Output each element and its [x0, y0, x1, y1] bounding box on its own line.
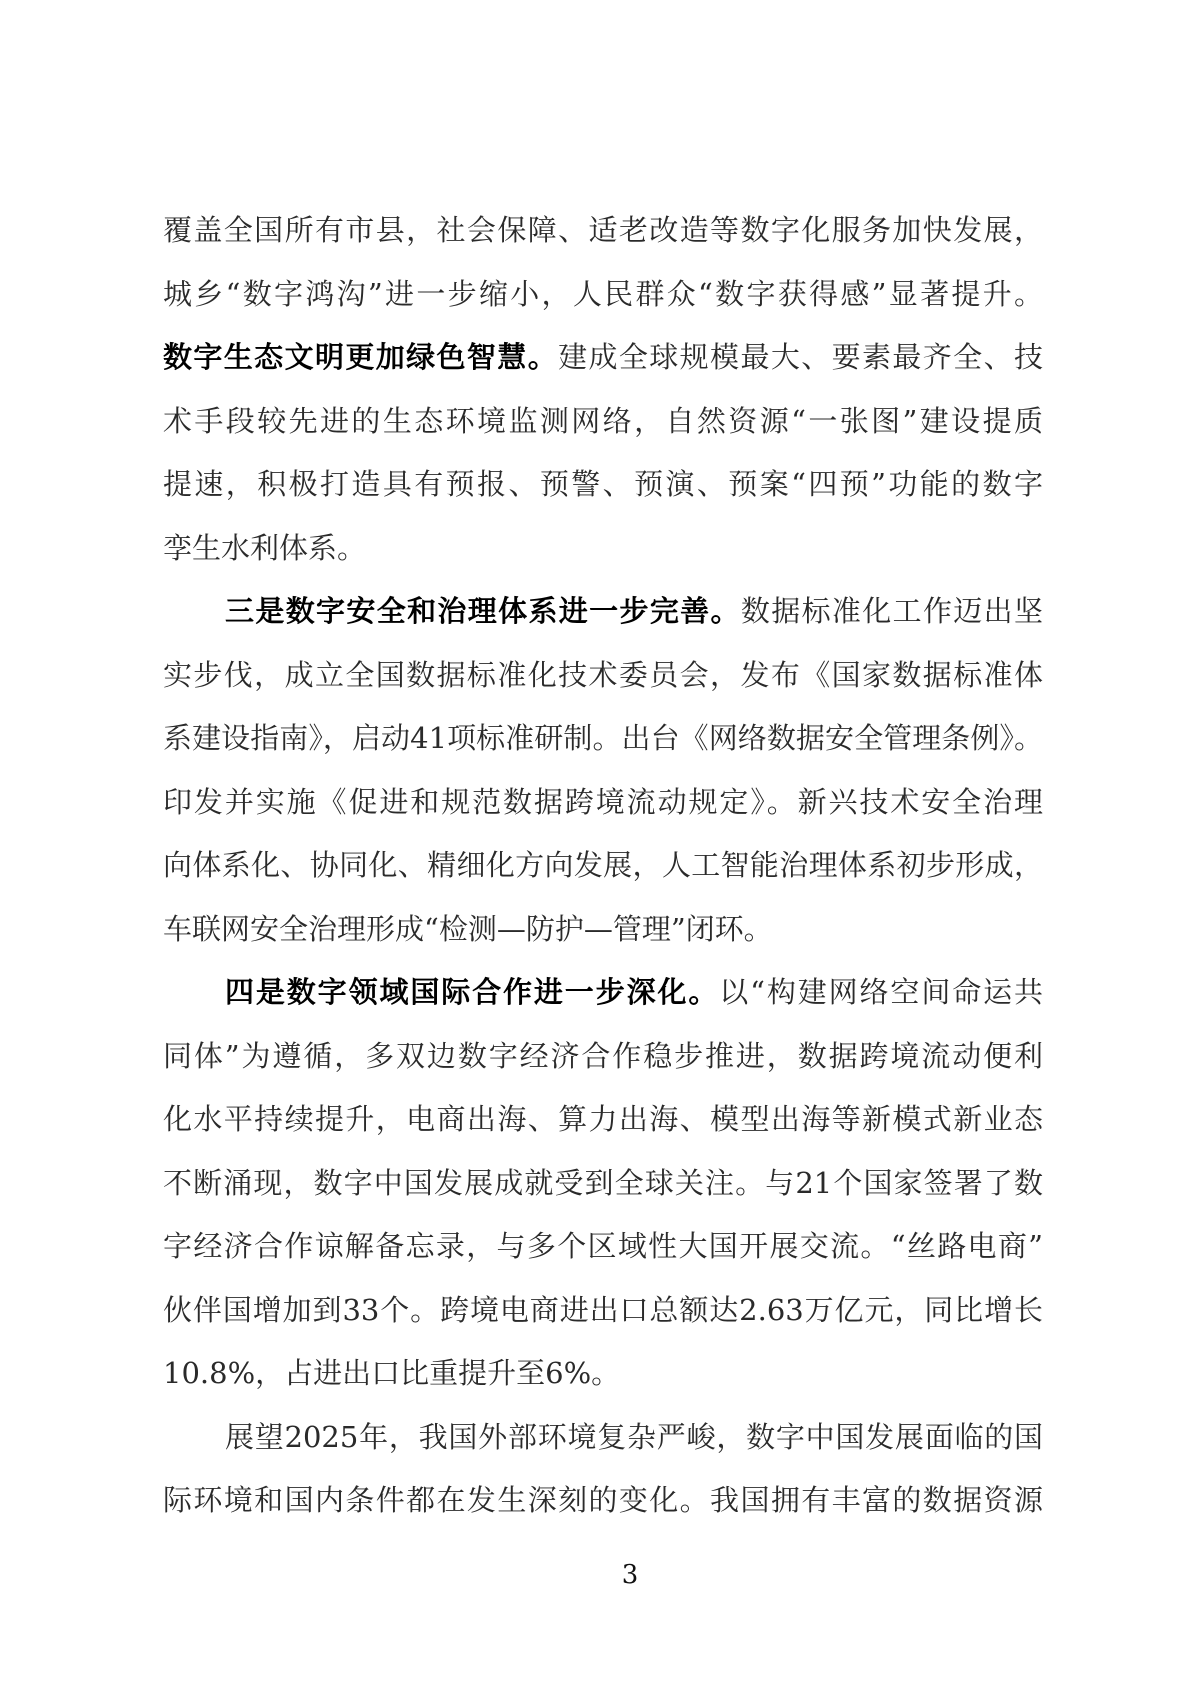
- text-line: [163, 210, 1043, 250]
- body-text: 系建设指南》，启动41项标准研制。出台《网络数据安全管理条例》。: [163, 721, 1043, 755]
- body-text: 术手段较先进的生态环境监测网络，自然资源“一张图”建设提质: [163, 403, 1043, 438]
- text-line: [163, 655, 1043, 695]
- text-line: [163, 1353, 1043, 1393]
- text-line: [163, 782, 1043, 822]
- body-text: 提速，积极打造具有预报、预警、预演、预案“四预”功能的数字: [163, 467, 1043, 501]
- body-text: 以“构建网络空间命运共: [719, 975, 1043, 1009]
- bold-heading: 数字生态文明更加绿色智慧。: [163, 340, 559, 374]
- body-text: 字经济合作谅解备忘录，与多个区域性大国开展交流。“丝路电商”: [163, 1229, 1043, 1263]
- text-line: [163, 1480, 1043, 1520]
- body-text: 实步伐，成立全国数据标准化技术委员会，发布《国家数据标准体: [163, 657, 1043, 692]
- body-text: 城乡“数字鸿沟”进一步缩小，人民群众“数字获得感”显著提升。: [163, 276, 1043, 311]
- body-text: 覆盖全国所有市县，社会保障、适老改造等数字化服务加快发展，: [163, 213, 1043, 247]
- body-text: 际环境和国内条件都在发生深刻的变化。我国拥有丰富的数据资源: [163, 1483, 1043, 1517]
- body-text: 不断涌现，数字中国发展成就受到全球关注。与21个国家签署了数: [163, 1165, 1043, 1200]
- body-text: 孪生水利体系。: [163, 530, 367, 565]
- body-text: 数据标准化工作迈出坚: [740, 594, 1043, 628]
- body-text: 化水平持续提升，电商出海、算力出海、模型出海等新模式新业态: [163, 1102, 1043, 1136]
- page-number: 3: [621, 1560, 639, 1590]
- text-line: [163, 909, 1043, 949]
- body-text: 伙伴国增加到33个。跨境电商进出口总额达2.63万亿元，同比增长: [163, 1292, 1043, 1327]
- text-line: [163, 845, 1043, 885]
- body-text: 10.8%，占进出口比重提升至6%。: [163, 1356, 621, 1390]
- text-line: [163, 401, 1043, 441]
- text-line: [163, 1290, 1043, 1330]
- text-line: [163, 337, 1043, 377]
- text-line: [163, 1163, 1043, 1203]
- body-text: 同体”为遵循，多双边数字经济合作稳步推进，数据跨境流动便利: [163, 1038, 1043, 1073]
- text-line: [163, 1036, 1043, 1076]
- body-text: 建成全球规模最大、要素最齐全、技: [558, 340, 1043, 374]
- text-line: [163, 464, 1043, 504]
- text-line: [163, 1099, 1043, 1139]
- body-text: 展望2025年，我国外部环境复杂严峻，数字中国发展面临的国: [225, 1419, 1043, 1454]
- text-line: [225, 1417, 1043, 1457]
- text-line: [163, 274, 1043, 314]
- text-line: [225, 591, 1043, 631]
- text-line: [163, 528, 1043, 568]
- body-text: 车联网安全治理形成“检测—防护—管理”闭环。: [163, 911, 773, 946]
- text-line: [163, 1226, 1043, 1266]
- body-text: 印发并实施《促进和规范数据跨境流动规定》。新兴技术安全治理: [163, 784, 1043, 819]
- text-line: [163, 718, 1043, 758]
- bold-heading: 三是数字安全和治理体系进一步完善。: [225, 594, 741, 628]
- bold-heading: 四是数字领域国际合作进一步深化。: [225, 975, 720, 1009]
- body-text: 向体系化、协同化、精细化方向发展，人工智能治理体系初步形成，: [163, 848, 1043, 882]
- text-line: [225, 972, 1043, 1012]
